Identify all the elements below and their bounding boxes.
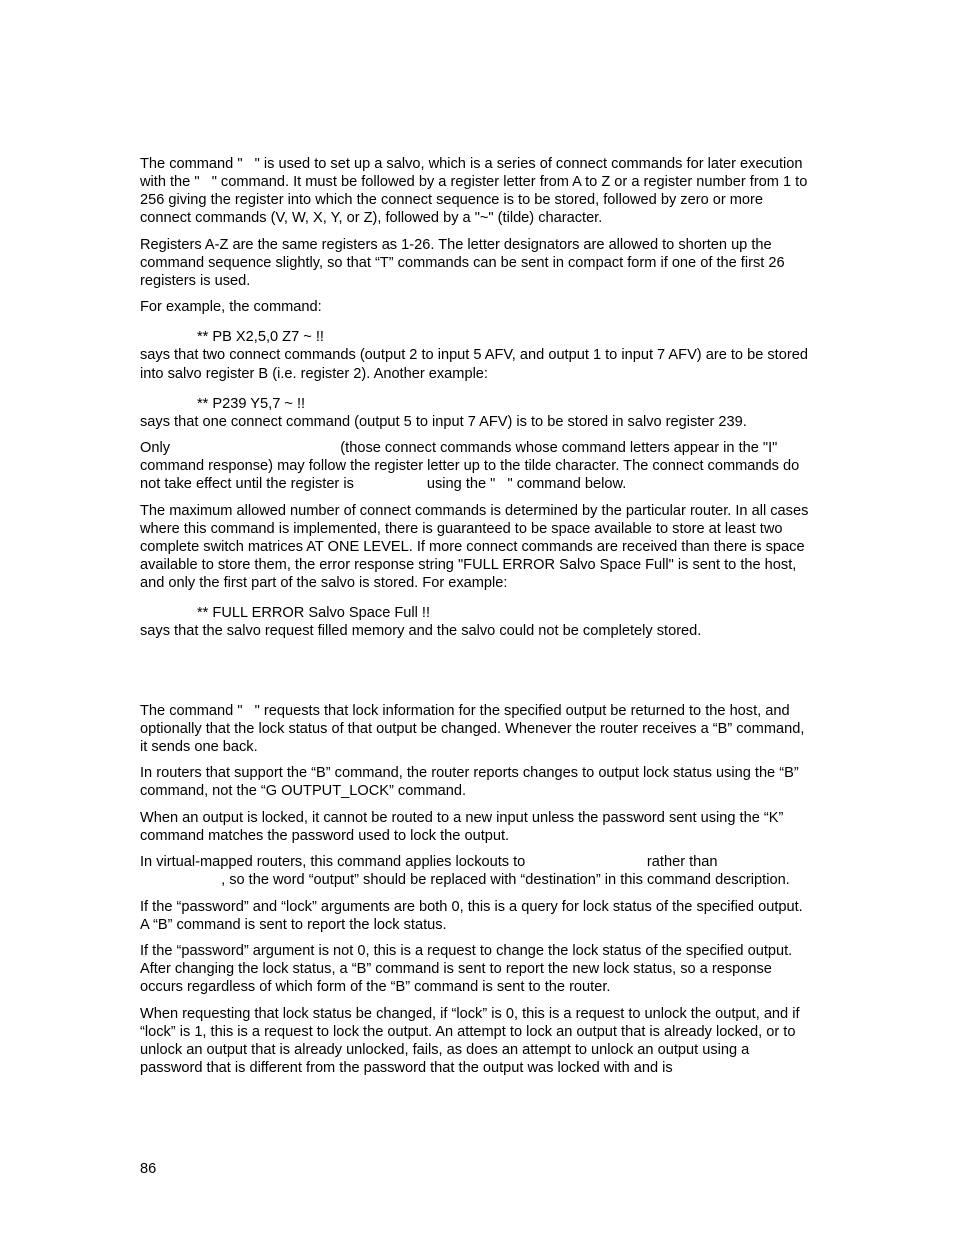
- virtual-mapped-line-2: , so the word “output” should be replaced with “destination” in this command description.: [140, 872, 790, 889]
- error-explanation: says that the salvo request filled memory and the salvo could not be completely stored.: [140, 623, 702, 640]
- registers-paragraph: Registers A-Z are the same registers as 1-26. The letter designators are allowed to shorten up the command sequence slightly, so that “T” commands can be sent in compact form if one of the first 26 registers is used.: [140, 236, 785, 289]
- max-connect-paragraph: The maximum allowed number of connect commands is determined by the particular router. In all cases where this command is implemented, there is guaranteed to be space available to store at least two complete switch matrices AT ONE LEVEL. If more connect commands are received than there is space available to store them, the error response string "FULL ERROR Salvo Space Full" is sent to the host, and only the first part of the salvo is stored. For example:: [140, 502, 809, 592]
- lock-report-paragraph: In routers that support the “B” command, the router reports changes to output lock status using the “B” command, not the “G OUTPUT_LOCK” command.: [140, 765, 799, 800]
- error-response-example: ** FULL ERROR Salvo Space Full !!: [197, 605, 431, 622]
- lock-unlock-paragraph: When requesting that lock status be changed, if “lock” is 0, this is a request to unlock the output, and if “lock” is 1, this is a request to lock the output. An attempt to lock an output that is already locked, or to unlock an output that is already unlocked, fails, as does an attempt to unlock an output using a password that is different from the password that the output was locked with and is: [140, 1005, 800, 1077]
- example-1-explanation: says that two connect commands (output 2 to input 5 AFV, and output 1 to input 7 AFV) are to be stored into salvo register B (i.e. register 2). Another example:: [140, 347, 808, 382]
- page-number: 86: [140, 1161, 157, 1177]
- lock-command-paragraph: The command " " requests that lock information for the specified output be returned to the host, and optionally that the lock status of that output be changed. Whenever the router receives a “B” command, it sends one back.: [140, 702, 809, 755]
- salvo-intro-paragraph: The command " " is used to set up a salvo, which is a series of connect commands for later execution with the " " command. It must be followed by a register letter from A to Z or a register number from 1 to 256 giving the register into which the connect sequence is to be stored, followed by zero or more connect commands (V, W, X, Y, or Z), followed by a "~" (tilde) character.: [140, 156, 812, 227]
- example-2-explanation: says that one connect command (output 5 to input 7 AFV) is to be stored in salvo register 239.: [140, 413, 747, 430]
- example-intro: For example, the command:: [140, 299, 322, 316]
- change-lock-paragraph: If the “password” argument is not 0, this is a request to change the lock status of the specified output. After changing the lock status, a “B” command is sent to report the new lock status, so a response occurs regardless of which form of the “B” command is sent to the router.: [140, 943, 793, 996]
- locked-output-paragraph: When an output is locked, it cannot be routed to a new input unless the password sent using the “K” command matches the password used to lock the output.: [140, 809, 784, 844]
- example-command-2: ** P239 Y5,7 ~ !!: [197, 395, 306, 412]
- document-body: [140, 155, 814, 1085]
- example-command-1: ** PB X2,5,0 Z7 ~ !!: [197, 329, 324, 346]
- virtual-mapped-paragraph: [140, 853, 814, 889]
- virtual-mapped-line-1: In virtual-mapped routers, this command applies lockouts to rather than: [140, 854, 718, 871]
- query-lock-paragraph: If the “password” and “lock” arguments are both 0, this is a query for lock status of the specified output. A “B” command is sent to report the lock status.: [140, 898, 803, 933]
- connect-commands-paragraph: Only (those connect commands whose command letters appear in the "I" command response) may follow the register letter up to the tilde character. The connect commands do not take effect until the register is using the " " command below.: [140, 440, 804, 493]
- section-gap: [140, 649, 814, 702]
